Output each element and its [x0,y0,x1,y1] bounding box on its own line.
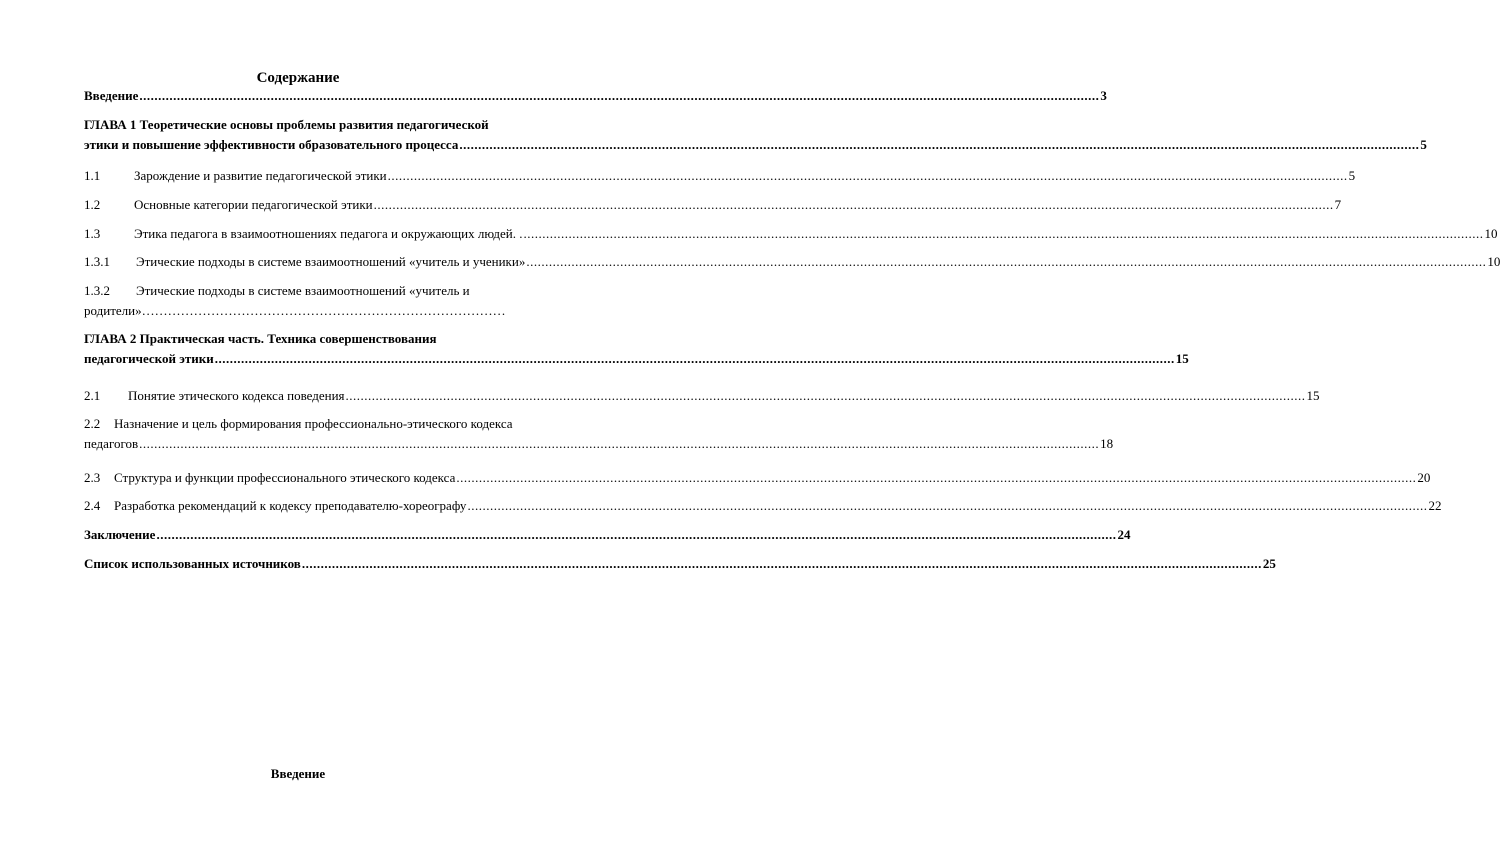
toc-entry-number: 1.2 [84,197,101,212]
toc-entry-title: Введение [84,88,139,103]
toc-entry-page-number: 24 [1117,527,1131,542]
dot-leader [374,197,1334,213]
toc-entry-number: 2.3 [84,470,101,485]
toc-entry-page-number: 20 [1417,470,1431,485]
toc-entry[interactable] [84,197,1342,213]
toc-entry-number: 1.3.2 [84,283,110,298]
toc-entry-title-line: ГЛАВА 2 Практическая часть. Техника совершенствования [84,331,437,346]
toc-entry[interactable] [84,416,1114,452]
dot-leader [139,88,1099,104]
toc-entry[interactable] [84,527,1131,543]
toc-entry-number: 1.1 [84,168,101,183]
toc-entry-title: педагогической этики [84,351,214,366]
dot-leader [456,470,1416,486]
toc-entry[interactable] [84,388,1320,404]
dot-leader [467,498,1427,514]
toc-entry-page-number: 18 [1100,436,1114,451]
toc-entry-title: Основные категории педагогической этики [134,197,373,212]
toc-entry-page-number: 25 [1262,556,1276,571]
toc-entry-page-number: 15 [1306,388,1320,403]
toc-entry-page-number: 15 [1175,351,1189,366]
dot-leader [215,351,1175,367]
toc-entry-title: Зарождение и развитие педагогической этики [134,168,387,183]
toc-entry-title-line: Назначение и цель формирования профессионально-этического кодекса [114,416,513,431]
toc-entry-title-line: Этические подходы в системе взаимоотношений «учитель и [136,283,470,298]
dot-leader [388,168,1348,184]
toc-entry-page-number: 5 [1348,168,1356,183]
toc-entry-title: Этика педагога в взаимоотношениях педагога и окружающих людей. . [134,226,523,241]
toc-entry-number: 1.3.1 [84,254,110,269]
dot-leader [156,527,1116,543]
toc-entry-title: Понятие этического кодекса поведения [128,388,345,403]
toc-entry-title: Структура и функции профессионального этического кодекса [114,470,456,485]
toc-entry[interactable] [84,556,1276,572]
toc-entry[interactable] [84,331,1189,367]
toc-entry-page-number: 7 [1334,197,1342,212]
next-section-heading: Введение [270,766,326,781]
dot-leader [526,254,1486,270]
toc-entry-number: 1.3 [84,226,101,241]
toc-entry-number: 2.2 [84,416,101,431]
toc-entry-title: педагогов [84,436,139,451]
toc-entry-page-number: 10 [1487,254,1500,269]
toc-entry-title: Список использованных источников [84,556,301,571]
toc-entry[interactable] [84,88,1107,104]
toc-entry[interactable] [84,226,1498,242]
dot-leader [302,556,1262,572]
dot-leader [139,436,1099,452]
toc-entry-title: родители»………………………………………………………………………… [84,303,506,318]
toc-entry-title: Этические подходы в системе взаимоотношений «учитель и ученики» [136,254,526,269]
toc-entry-number: 2.4 [84,498,101,513]
toc-entry-title: этики и повышение эффективности образовательного процесса [84,137,459,152]
toc-entry[interactable] [84,470,1431,486]
toc-entry-title: Заключение [84,527,156,542]
toc-entry[interactable] [84,283,572,319]
toc-title: Содержание [256,70,340,86]
toc-entry-title: Разработка рекомендаций к кодексу преподавателю-хореографу [114,498,467,513]
toc-entry-page-number: 22 [1428,498,1442,513]
toc-entry-page-number: 3 [1100,88,1107,103]
toc-entry-page-number: 10 [1484,226,1498,241]
dot-leader [459,137,1419,153]
toc-entry-title-line: ГЛАВА 1 Теоретические основы проблемы развития педагогической [84,117,489,132]
toc-entry[interactable] [84,254,1500,270]
toc-entry[interactable] [84,117,1427,153]
dot-leader [346,388,1306,404]
toc-entry[interactable] [84,168,1356,184]
toc-entry-number: 2.1 [84,388,101,403]
dot-leader [523,226,1483,242]
toc-entry[interactable] [84,498,1442,514]
toc-entry-page-number: 5 [1420,137,1427,152]
